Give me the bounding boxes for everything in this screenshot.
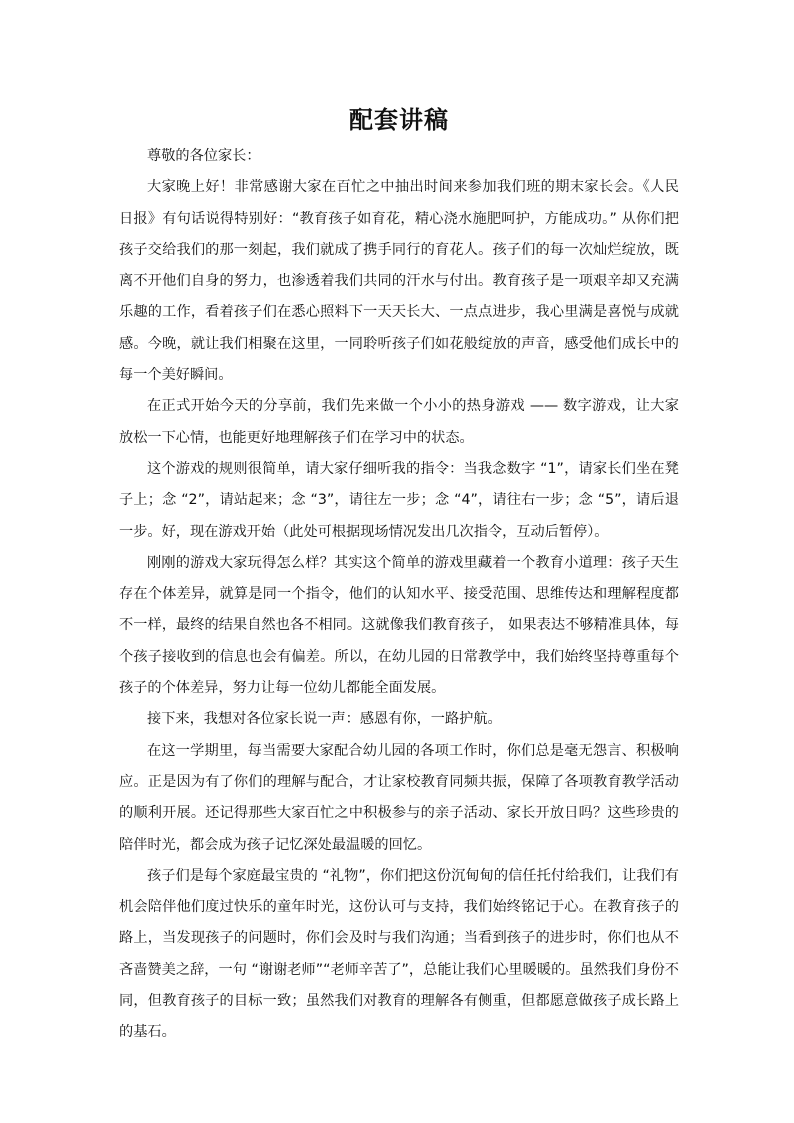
document-title: 配套讲稿 (349, 106, 449, 134)
paragraph-salutation: 尊敬的各位家长： (147, 148, 261, 164)
paragraph-greeting: 大家晚上好！非常感谢大家在百忙之中抽出时间来参加我们班的期末家长会。《人民日报》有句话说得特别好：“教育孩子如育花，精心浇水施肥呵护，方能成功。” 从你们把孩子交给我们的那一刻起，我们就成了携手同行的育花人。孩子们的每一次灿烂绽放，既离不开他们自身的努力，也渗透着我们共同的汗水与付出。教育孩子是一项艰辛却又充满乐趣的工作，看着孩子们在悉心照料下一天天长大、一点点进步，我心里满是喜悦与成就感。今晚，就让我们相聚在这里，一同聆听孩子们如花般绽放的声音，感受他们成长中的每一个美好瞬间。 (119, 179, 679, 384)
paragraph-game-intro: 在正式开始今天的分享前，我们先来做一个小小的热身游戏 —— 数字游戏，让大家放松一下心情，也能更好地理解孩子们在学习中的状态。 (119, 398, 679, 446)
document-body (119, 141, 679, 1049)
paragraph-game-rules: 这个游戏的规则很简单，请大家仔细听我的指令：当我念数字 “1”，请家长们坐在凳子上；念 “2”，请站起来；念 “3”，请往左一步；念 “4”，请往右一步；念 “5”，请后退一步。好，现在游戏开始（此处可根据现场情况发出几次指令，互动后暂停）。 (119, 460, 679, 540)
paragraph-cooperation: 在这一学期里，每当需要大家配合幼儿园的各项工作时，你们总是毫无怨言、积极响应。正是因为有了你们的理解与配合，才让家校教育同频共振，保障了各项教育教学活动的顺利开展。还记得那些大家百忙之中积极参与的亲子活动、家长开放日吗？这些珍贵的陪伴时光，都会成为孩子记忆深处最温暖的回忆。 (119, 742, 679, 853)
paragraph-game-lesson: 刚刚的游戏大家玩得怎么样？其实这个简单的游戏里藏着一个教育小道理：孩子天生存在个体差异，就算是同一个指令，他们的认知水平、接受范围、思维传达和理解程度都不一样，最终的结果自然也各不相同。这就像我们教育孩子， 如果表达不够精准具体，每个孩子接收到的信息也会有偏差。所以，在幼儿园的日常教学中，我们始终坚持尊重每个孩子的个体差异，努力让每一位幼儿都能全面发展。 (119, 554, 679, 697)
paragraph-thanks-intro: 接下来，我想对各位家长说一声：感恩有你，一路护航。 (147, 711, 502, 728)
paragraph-trust: 孩子们是每个家庭最宝贵的 “礼物”，你们把这份沉甸甸的信任托付给我们，让我们有机会陪伴他们度过快乐的童年时光，这份认可与支持，我们始终铭记于心。在教育孩子的路上，当发现孩子的问题时，你们会及时与我们沟通；当看到孩子的进步时，你们也从不吝啬赞美之辞，一句 “谢谢老师”“老师辛苦了”，总能让我们心里暖暖的。虽然我们身份不同，但教育孩子的目标一致；虽然我们对教育的理解各有侧重，但都愿意做孩子成长路上的基石。 (119, 867, 679, 1041)
